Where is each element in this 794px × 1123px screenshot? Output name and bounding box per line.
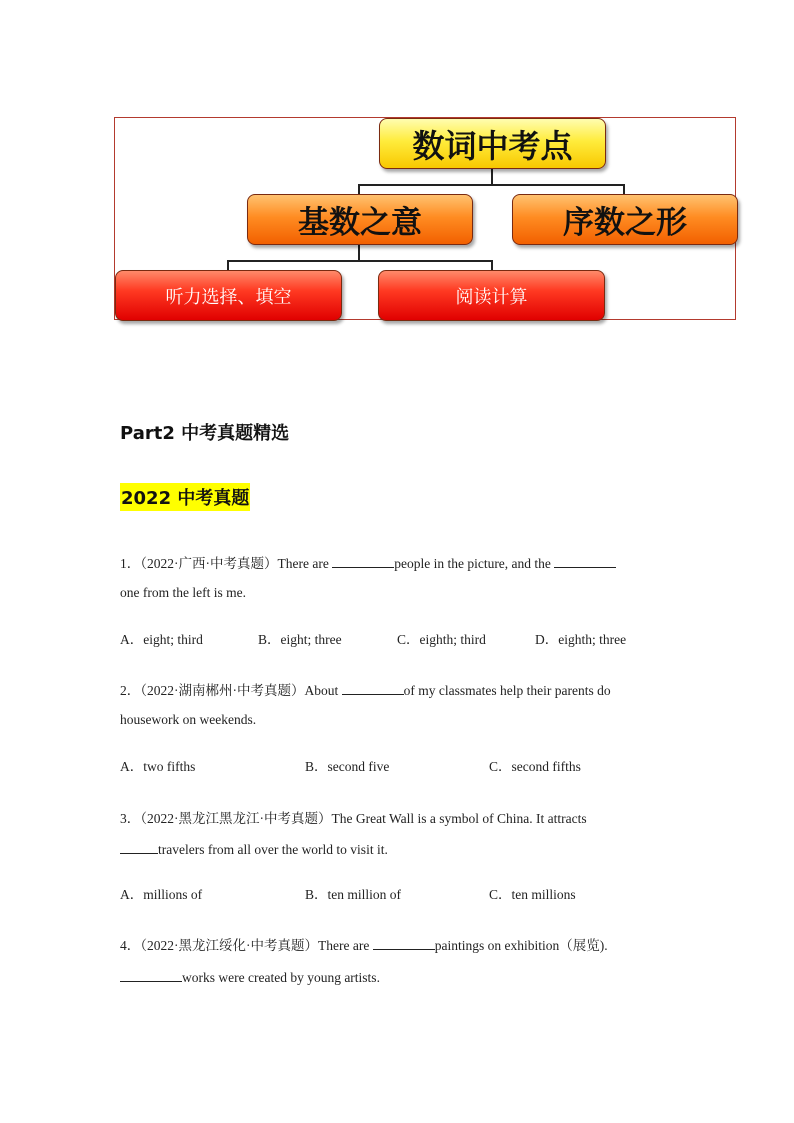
question-3-option-b[interactable]: B．ten million of [305, 887, 401, 902]
question-1-option-c[interactable]: C．eighth; third [397, 632, 486, 647]
connector-to-right-branch [623, 184, 625, 194]
connector-bottom-bar [227, 260, 493, 262]
question-text: About [304, 683, 342, 698]
question-source: （2022·黑龙江黑龙江·中考真题） [140, 811, 332, 826]
question-2-line-1 [120, 679, 611, 699]
question-3-line-1 [120, 807, 587, 827]
year-subheading: 2022 中考真题 [120, 483, 250, 511]
question-2-option-b[interactable]: B．second five [305, 759, 390, 774]
mind-map [114, 117, 736, 320]
question-4-line-2 [120, 968, 380, 986]
question-text: works were created by young artists. [182, 970, 380, 985]
connector-root-down [491, 169, 493, 184]
mindmap-root: 数词中考点 [379, 118, 606, 169]
answer-blank[interactable] [554, 554, 616, 568]
question-source: （2022·湖南郴州·中考真题） [140, 683, 305, 698]
question-source: （2022·广西·中考真题） [140, 556, 278, 571]
question-text: of my classmates help their parents do [403, 683, 611, 698]
question-source: （2022·黑龙江绥化·中考真题） [140, 938, 318, 953]
mindmap-branch-cardinal: 基数之意 [247, 194, 473, 245]
connector-left-branch-down [358, 245, 360, 260]
question-2-option-a[interactable]: A．two fifths [120, 759, 196, 774]
question-text: There are [277, 556, 333, 571]
connector-to-left-branch [358, 184, 360, 194]
question-3-option-a[interactable]: A．millions of [120, 887, 203, 902]
connector-to-right-leaf [491, 260, 493, 270]
answer-blank[interactable] [120, 840, 158, 854]
question-3-option-c[interactable]: C．ten millions [489, 887, 576, 902]
mindmap-leaf-reading: 阅读计算 [378, 270, 605, 321]
mindmap-leaf-listening: 听力选择、填空 [115, 270, 342, 321]
question-1-line-2: one from the left is me. [120, 585, 246, 600]
question-number: 1． [120, 556, 141, 571]
question-2-line-2: housework on weekends. [120, 712, 257, 727]
connector-to-left-leaf [227, 260, 229, 270]
question-1-line-1 [120, 552, 616, 572]
connector-top-bar [358, 184, 625, 186]
question-text: The Great Wall is a symbol of China. It attracts [331, 811, 587, 826]
question-2-option-c[interactable]: C．second fifths [489, 759, 581, 774]
answer-blank[interactable] [120, 968, 182, 982]
question-1-option-d[interactable]: D．eighth; three [535, 632, 627, 647]
question-number: 4． [120, 938, 141, 953]
question-1-option-a[interactable]: A．eight; third [120, 632, 203, 647]
answer-blank[interactable] [332, 554, 394, 568]
question-3-line-2 [120, 840, 388, 858]
question-text: paintings on exhibition（展览). [434, 938, 608, 953]
question-4-line-1 [120, 934, 608, 954]
answer-blank[interactable] [373, 936, 435, 950]
section-heading: Part2 中考真题精选 [120, 423, 290, 444]
question-number: 3． [120, 811, 141, 826]
question-text: There are [318, 938, 373, 953]
question-text: people in the picture, and the [394, 556, 555, 571]
question-text: travelers from all over the world to visit it. [158, 842, 388, 857]
answer-blank[interactable] [342, 681, 404, 695]
question-number: 2． [120, 683, 141, 698]
mindmap-branch-ordinal: 序数之形 [512, 194, 738, 245]
question-1-option-b[interactable]: B．eight; three [258, 632, 342, 647]
